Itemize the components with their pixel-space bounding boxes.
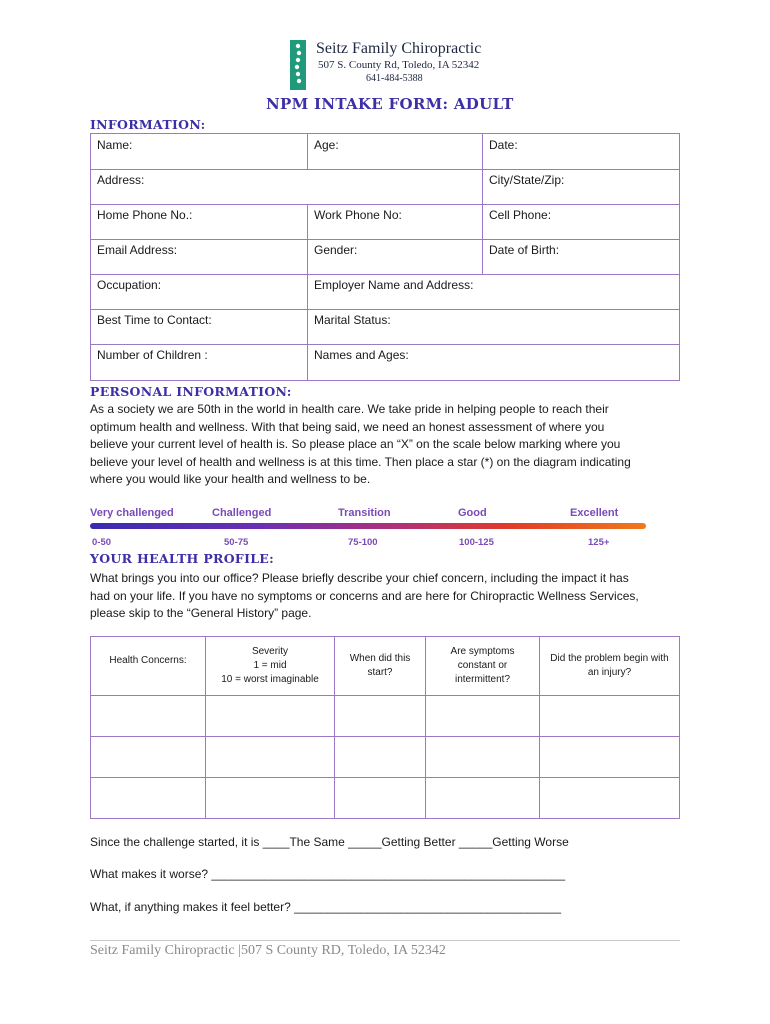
footer-divider bbox=[90, 940, 680, 941]
occupation-field[interactable]: Occupation: bbox=[97, 278, 162, 292]
table-row[interactable] bbox=[91, 696, 679, 736]
home-phone-field[interactable]: Home Phone No.: bbox=[97, 208, 193, 222]
health-concerns-table bbox=[90, 636, 680, 819]
cell-phone-field[interactable]: Cell Phone: bbox=[482, 204, 679, 239]
best-time-field[interactable]: Best Time to Contact: bbox=[97, 313, 212, 327]
age-field[interactable]: Age: bbox=[307, 134, 482, 169]
info-row bbox=[91, 134, 679, 170]
paragraph-line: please skip to the “General History” page. bbox=[90, 606, 312, 620]
information-section-title: INFORMATION: bbox=[90, 117, 206, 132]
footer-text: Seitz Family Chiropractic |507 S County RD, Toledo, IA 52342 bbox=[90, 943, 446, 958]
scale-label-very-challenged: Very challenged bbox=[90, 507, 174, 519]
scale-range-0-50: 0-50 bbox=[92, 537, 112, 548]
information-table bbox=[90, 133, 680, 381]
date-field[interactable]: Date: bbox=[482, 134, 679, 169]
health-profile-section-title: YOUR HEALTH PROFILE: bbox=[90, 551, 275, 566]
makes-worse-question[interactable]: What makes it worse? _____________________________________________________ bbox=[90, 867, 566, 881]
feel-better-question[interactable]: What, if anything makes it feel better? ________________________________________ bbox=[90, 900, 562, 914]
clinic-phone: 641-484-5388 bbox=[366, 73, 423, 84]
marital-status-field[interactable]: Marital Status: bbox=[307, 309, 679, 344]
health-profile-paragraph bbox=[90, 570, 690, 623]
scale-label-excellent: Excellent bbox=[570, 507, 619, 519]
address-field[interactable]: Address: bbox=[97, 173, 145, 187]
clinic-address: 507 S. County Rd, Toledo, IA 52342 bbox=[318, 59, 480, 71]
scale-label-good: Good bbox=[458, 507, 487, 519]
clinic-name: Seitz Family Chiropractic bbox=[316, 40, 482, 57]
paragraph-line: believe your current level of health is. So please place an “X” on the scale below marking where you bbox=[90, 437, 621, 451]
paragraph-line: optimum health and wellness. With that being said, we need an honest assessment of where you bbox=[90, 419, 605, 434]
scale-range-100-125: 100-125 bbox=[459, 537, 494, 548]
paragraph-line: had on your life. If you have no symptoms or concerns and are here for Chiropractic Wellness Services, bbox=[90, 588, 639, 603]
date-of-birth-field[interactable]: Date of Birth: bbox=[482, 239, 679, 274]
table-row[interactable] bbox=[91, 778, 679, 818]
header-constant-intermittent: Are symptoms constant or intermittent? bbox=[450, 646, 515, 685]
name-field[interactable]: Name: bbox=[97, 138, 133, 152]
paragraph-line: where you would like your health and wellness to be. bbox=[90, 472, 371, 486]
since-challenge-question[interactable]: Since the challenge started, it is ____The Same _____Getting Better _____Getting Worse bbox=[90, 835, 569, 849]
work-phone-field[interactable]: Work Phone No: bbox=[307, 204, 482, 239]
names-and-ages-field[interactable]: Names and Ages: bbox=[307, 344, 679, 381]
email-field[interactable]: Email Address: bbox=[97, 243, 178, 257]
header-when-started: When did this start? bbox=[349, 653, 411, 678]
form-title: NPM INTAKE FORM: ADULT bbox=[266, 95, 514, 113]
info-row bbox=[91, 309, 679, 345]
personal-section-title: PERSONAL INFORMATION: bbox=[90, 384, 292, 399]
paragraph-line: What brings you into our office? Please briefly describe your chief concern, including the impact it has bbox=[90, 571, 629, 585]
personal-paragraph bbox=[90, 401, 690, 489]
gender-field[interactable]: Gender: bbox=[307, 239, 482, 274]
info-row bbox=[91, 204, 679, 240]
paragraph-line: believe your level of health and wellness is at this time. Then place a star (*) on the diagram indicating bbox=[90, 454, 631, 469]
info-row bbox=[91, 274, 679, 310]
header-health-concerns: Health Concerns: bbox=[109, 655, 187, 666]
header-severity: Severity 1 = mid 10 = worst imaginable bbox=[221, 646, 319, 685]
scale-label-challenged: Challenged bbox=[212, 507, 272, 519]
paragraph-line: As a society we are 50th in the world in health care. We take pride in helping people to reach their bbox=[90, 402, 609, 416]
employer-field[interactable]: Employer Name and Address: bbox=[307, 274, 679, 309]
header-injury: Did the problem begin with an injury? bbox=[550, 653, 669, 678]
scale-range-50-75: 50-75 bbox=[224, 537, 249, 548]
health-scale-bar[interactable] bbox=[90, 523, 646, 529]
scale-label-transition: Transition bbox=[338, 507, 391, 519]
info-row bbox=[91, 239, 679, 275]
info-row bbox=[91, 344, 679, 381]
info-row bbox=[91, 169, 679, 205]
spine-logo-icon bbox=[290, 40, 306, 90]
table-row[interactable] bbox=[91, 737, 679, 777]
scale-range-125-plus: 125+ bbox=[588, 537, 610, 548]
city-state-zip-field[interactable]: City/State/Zip: bbox=[482, 169, 679, 204]
scale-range-75-100: 75-100 bbox=[348, 537, 378, 548]
number-of-children-field[interactable]: Number of Children : bbox=[97, 348, 208, 362]
